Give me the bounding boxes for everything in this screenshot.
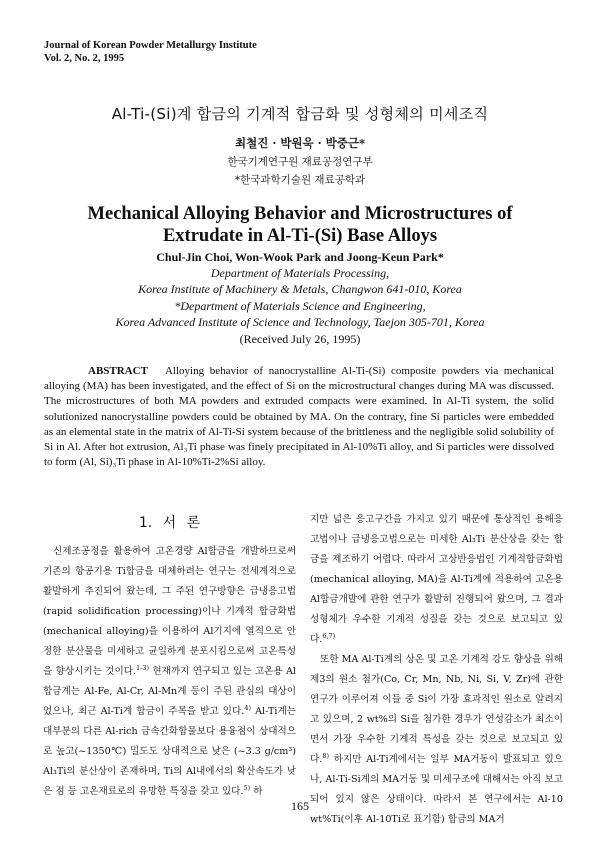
body-right-column [310,510,563,830]
english-affiliation-1-dept: Department of Materials Processing, [210,266,390,280]
english-authors: Chul-Jin Choi, Won-Wook Park and Joong-Keun Park* [156,250,444,264]
body-text: 지만 넓은 응고구간을 가지고 있기 때문에 통상적인 용해응고법이나 급냉응고법으로는 미세한 Al₃Ti 분산상을 갖는 합금을 제조하기 어렵다. 따라서 고상반응법인 기계적합금화법(mechanical alloying, MA)을 Al-Ti계에 적용하여 고온용 Al합금개발에 관한 연구가 활발히 진행되어 왔으며, 그 결과 성형체가 우수한 기계적 성질을 갖는 것으로 보고되고 있다. [310,514,563,645]
section-heading: 1. 서 론 [138,515,201,531]
english-affiliation-2-inst: Korea Advanced Institute of Science and Technology, Taejon 305-701, Korea [115,315,485,329]
citation: 8) [322,751,329,760]
body-text: 신제조공정을 활용하여 고온경량 Al합금을 개발하므로써 기존의 항공기용 Ti합금을 대체하려는 연구는 전세계적으로 활발하게 추진되어 왔는데, 그 주된 연구방향은 급냉응고법(rapid solidification processing)이나 기계적 합금화법(mechanical alloying)을 이용하여 Al기지에 열적으로 안정한 분산물을 미세하고 균일하게 분포시킴으로써 고온특성을 향상시키는 것이다. [43,546,296,677]
page-number: 165 [291,799,309,813]
english-title [0,203,600,247]
english-affiliation-1-inst: Korea Institute of Machinery & Metals, Changwon 641-010, Korea [138,282,462,296]
korean-affiliation-2: *한국과학기술원 재료공학과 [234,174,366,186]
abstract-text: Alloying behavior of nanocrystalline Al-Ti-(Si) composite powders via mechanical alloying (MA) has been investigated, and the effect of Si on the microstructural changes during MA was discussed. The microstructures of both MA powders and extruded compacts were examined. In Al-Ti system, the solid solutionized nanocrystalline powders could be obtained by MA. On the contrary, fine Si particles were embedded as an elemental state in the matrix of Al-Ti-Si system because of the brittleness and the negligible solid solubility of Si in Al. After hot extrusion, Al₃Ti phase was finely precipitated in Al-10%Ti alloy, and Si particles were dissolved to form (Al, Si)₃Ti phase in Al-10%Ti-2%Si alloy. [44,365,555,469]
body-paragraph [43,542,296,802]
abstract-label: ABSTRACT [88,365,148,377]
body-text: 하 [250,786,263,797]
body-text: Al-Ti계는 대부분의 다른 Al-rich 금속간화합물보다 용융점이 상대적으로 높고(~1350℃) 밀도도 상대적으로 낮은 (~3.3 g/cm³) Al₃Ti의 분산상이 존재하며, Ti의 Al내에서의 확산속도가 낮은 점 등 고온재료로의 유망한 특징을 갖고 있다. [43,706,296,797]
english-title-line-2: Extrudate in Al-Ti-(Si) Base Alloys [162,226,438,246]
citation: 4) [244,703,251,712]
citation: 5) [243,783,251,792]
body-left-column [43,510,296,802]
received-date: (Received July 26, 1995) [239,332,361,346]
body-paragraph [310,510,563,650]
body-text: 또한 MA Al-Ti계의 상온 및 고온 기계적 강도 향상을 위해 제3의 원소 첨가(Co, Cr, Mn, Nb, Ni, Si, V, Zr)에 관한 연구가 이루어져 이들 중 Si이 가장 효과적인 원소로 알려지고 있으며, 2 wt%의 Si을 첨가한 경우가 연성감소가 최소이면서 가장 우수한 기계적 특성을 갖는 것으로 보고되고 있다. [310,654,563,765]
citation: 1-3) [136,663,150,672]
english-affiliation-2-dept: *Department of Materials Science and Engineering, [174,299,426,313]
korean-authors: 최철진 · 박원욱 · 박중근* [234,136,366,150]
body-text: 하지만 Al-Ti계에서는 일부 MA거동이 발표되고 있으나, Al-Ti-Si계의 MA거동 및 미세구조에 대해서는 아직 보고되어 있지 않은 상태이다. 따라서 본 연구에서는 Al-10 wt%Ti(이후 Al-10Ti로 표기함) 합금의 MA거 [310,754,563,825]
journal-name: Journal of Korean Powder Metallurgy Institute [44,40,257,51]
journal-volume: Vol. 2, No. 2, 1995 [44,53,125,64]
korean-title: Al-Ti-(Si)계 합금의 기계적 합금화 및 성형체의 미세조직 [111,105,489,123]
body-text: 현재까지 연구되고 있는 고온용 Al합금계는 Al-Fe, Al-Cr, Al-Mn계 등이 주된 관심의 대상이었으나, 최근 Al-Ti계 합금이 주목을 받고 있다. [43,666,296,717]
journal-header [44,39,257,65]
korean-affiliation-1: 한국기계연구원 재료공정연구부 [227,156,373,168]
citation: 6,7) [322,631,336,640]
english-title-line-1: Mechanical Alloying Behavior and Microstructures of [87,204,513,224]
abstract [44,364,554,470]
